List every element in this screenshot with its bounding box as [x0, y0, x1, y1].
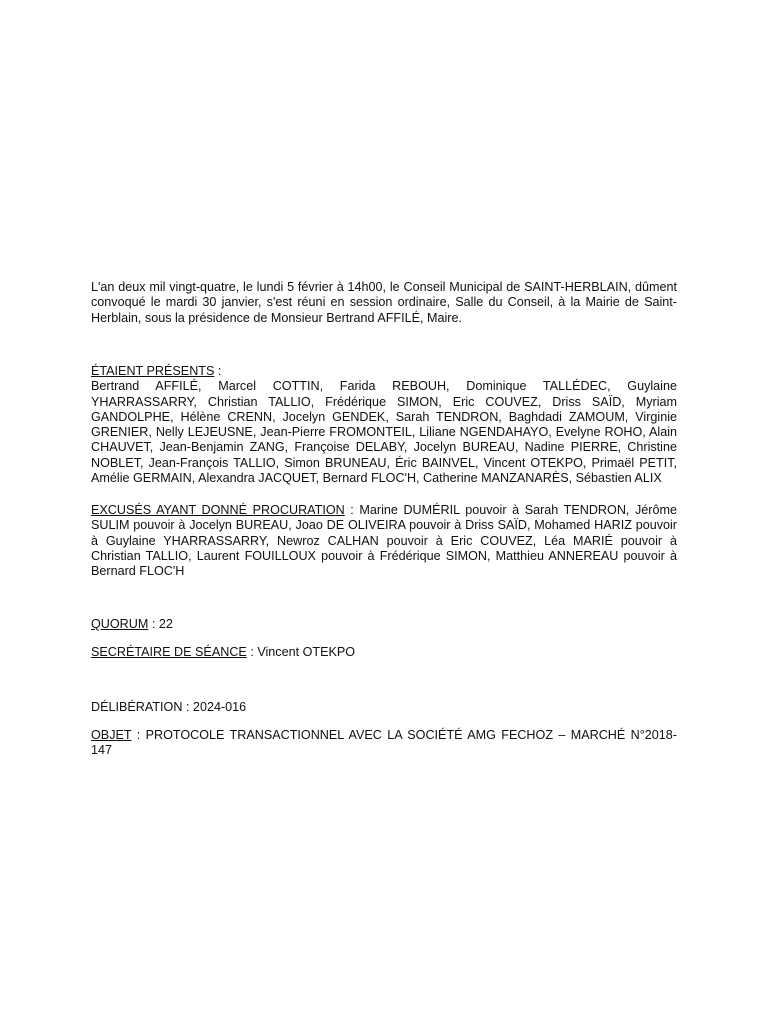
objet-label: OBJET — [91, 728, 132, 742]
presents-list: Bertrand AFFILÉ, Marcel COTTIN, Farida REBOUH, Dominique TALLÉDEC, Guylaine YHARRASSARRY, Christian TALLIO, Frédérique SIMON, Eric COUVEZ, Driss SAÏD, Myriam GANDOLPHE, Hélène CRENN, Jocelyn GENDEK, Sarah TENDRON, Baghdadi ZAMOUM, Virginie GRENIER, Nelly LEJEUSNE, Jean-Pierre FROMONTEIL, Liliane NGENDAHAYO, Evelyne ROHO, Alain CHAUVET, Jean-Benjamin ZANG, Françoise DELABY, Jocelyn BUREAU, Nadine PIERRE, Christine NOBLET, Jean-François TALLIO, Simon BRUNEAU, Éric BAINVEL, Vincent OTEKPO, Primaël PETIT, Amélie GERMAIN, Alexandra JACQUET, Bernard FLOC'H, Catherine MANZANARÈS, Sébastien ALIX — [91, 379, 677, 486]
presents-label: ÉTAIENT PRÉSENTS — [91, 364, 215, 378]
excuses-label: EXCUSÉS AYANT DONNÉ PROCURATION — [91, 503, 345, 517]
secretaire-value: Vincent OTEKPO — [257, 645, 356, 659]
quorum-separator: : — [148, 617, 159, 631]
secretaire-line — [91, 645, 677, 660]
excuses-section — [91, 503, 677, 579]
quorum-value: 22 — [158, 617, 173, 631]
objet-separator: : — [131, 728, 146, 742]
excuses-list: Marine DUMÉRIL pouvoir à Sarah TENDRON, Jérôme SULIM pouvoir à Jocelyn BUREAU, Joao DE OLIVEIRA pouvoir à Driss SAÏD, Mohamed HARIZ pouvoir à Guylaine YHARRASSARRY, Newroz CALHAN pouvoir à Eric COUVEZ, Léa MARIÉ pouvoir à Christian TALLIO, Laurent FOUILLOUX pouvoir à Frédérique SIMON, Matthieu ANNEREAU pouvoir à Bernard FLOC'H — [91, 503, 677, 579]
preamble-paragraph: L'an deux mil vingt-quatre, le lundi 5 février à 14h00, le Conseil Municipal de SAINT-HERBLAIN, dûment convoqué le mardi 30 janvier, s'est réuni en session ordinaire, Salle du Conseil, à la Mairie de Saint-Herblain, sous la présidence de Monsieur Bertrand AFFILÉ, Maire. — [91, 280, 677, 325]
presents-section — [91, 364, 677, 486]
quorum-line — [91, 617, 677, 632]
presents-separator: : — [214, 364, 222, 378]
secretaire-separator: : — [246, 645, 258, 659]
quorum-label: QUORUM — [91, 617, 149, 631]
objet-text: PROTOCOLE TRANSACTIONNEL AVEC LA SOCIÉTÉ AMG FECHOZ – MARCHÉ N°2018-147 — [91, 728, 677, 758]
objet-line — [91, 728, 677, 759]
deliberation-number: DÉLIBÉRATION : 2024-016 — [91, 700, 247, 714]
secretaire-label: SECRÉTAIRE DE SÉANCE — [91, 645, 247, 659]
excuses-separator: : — [344, 503, 360, 517]
